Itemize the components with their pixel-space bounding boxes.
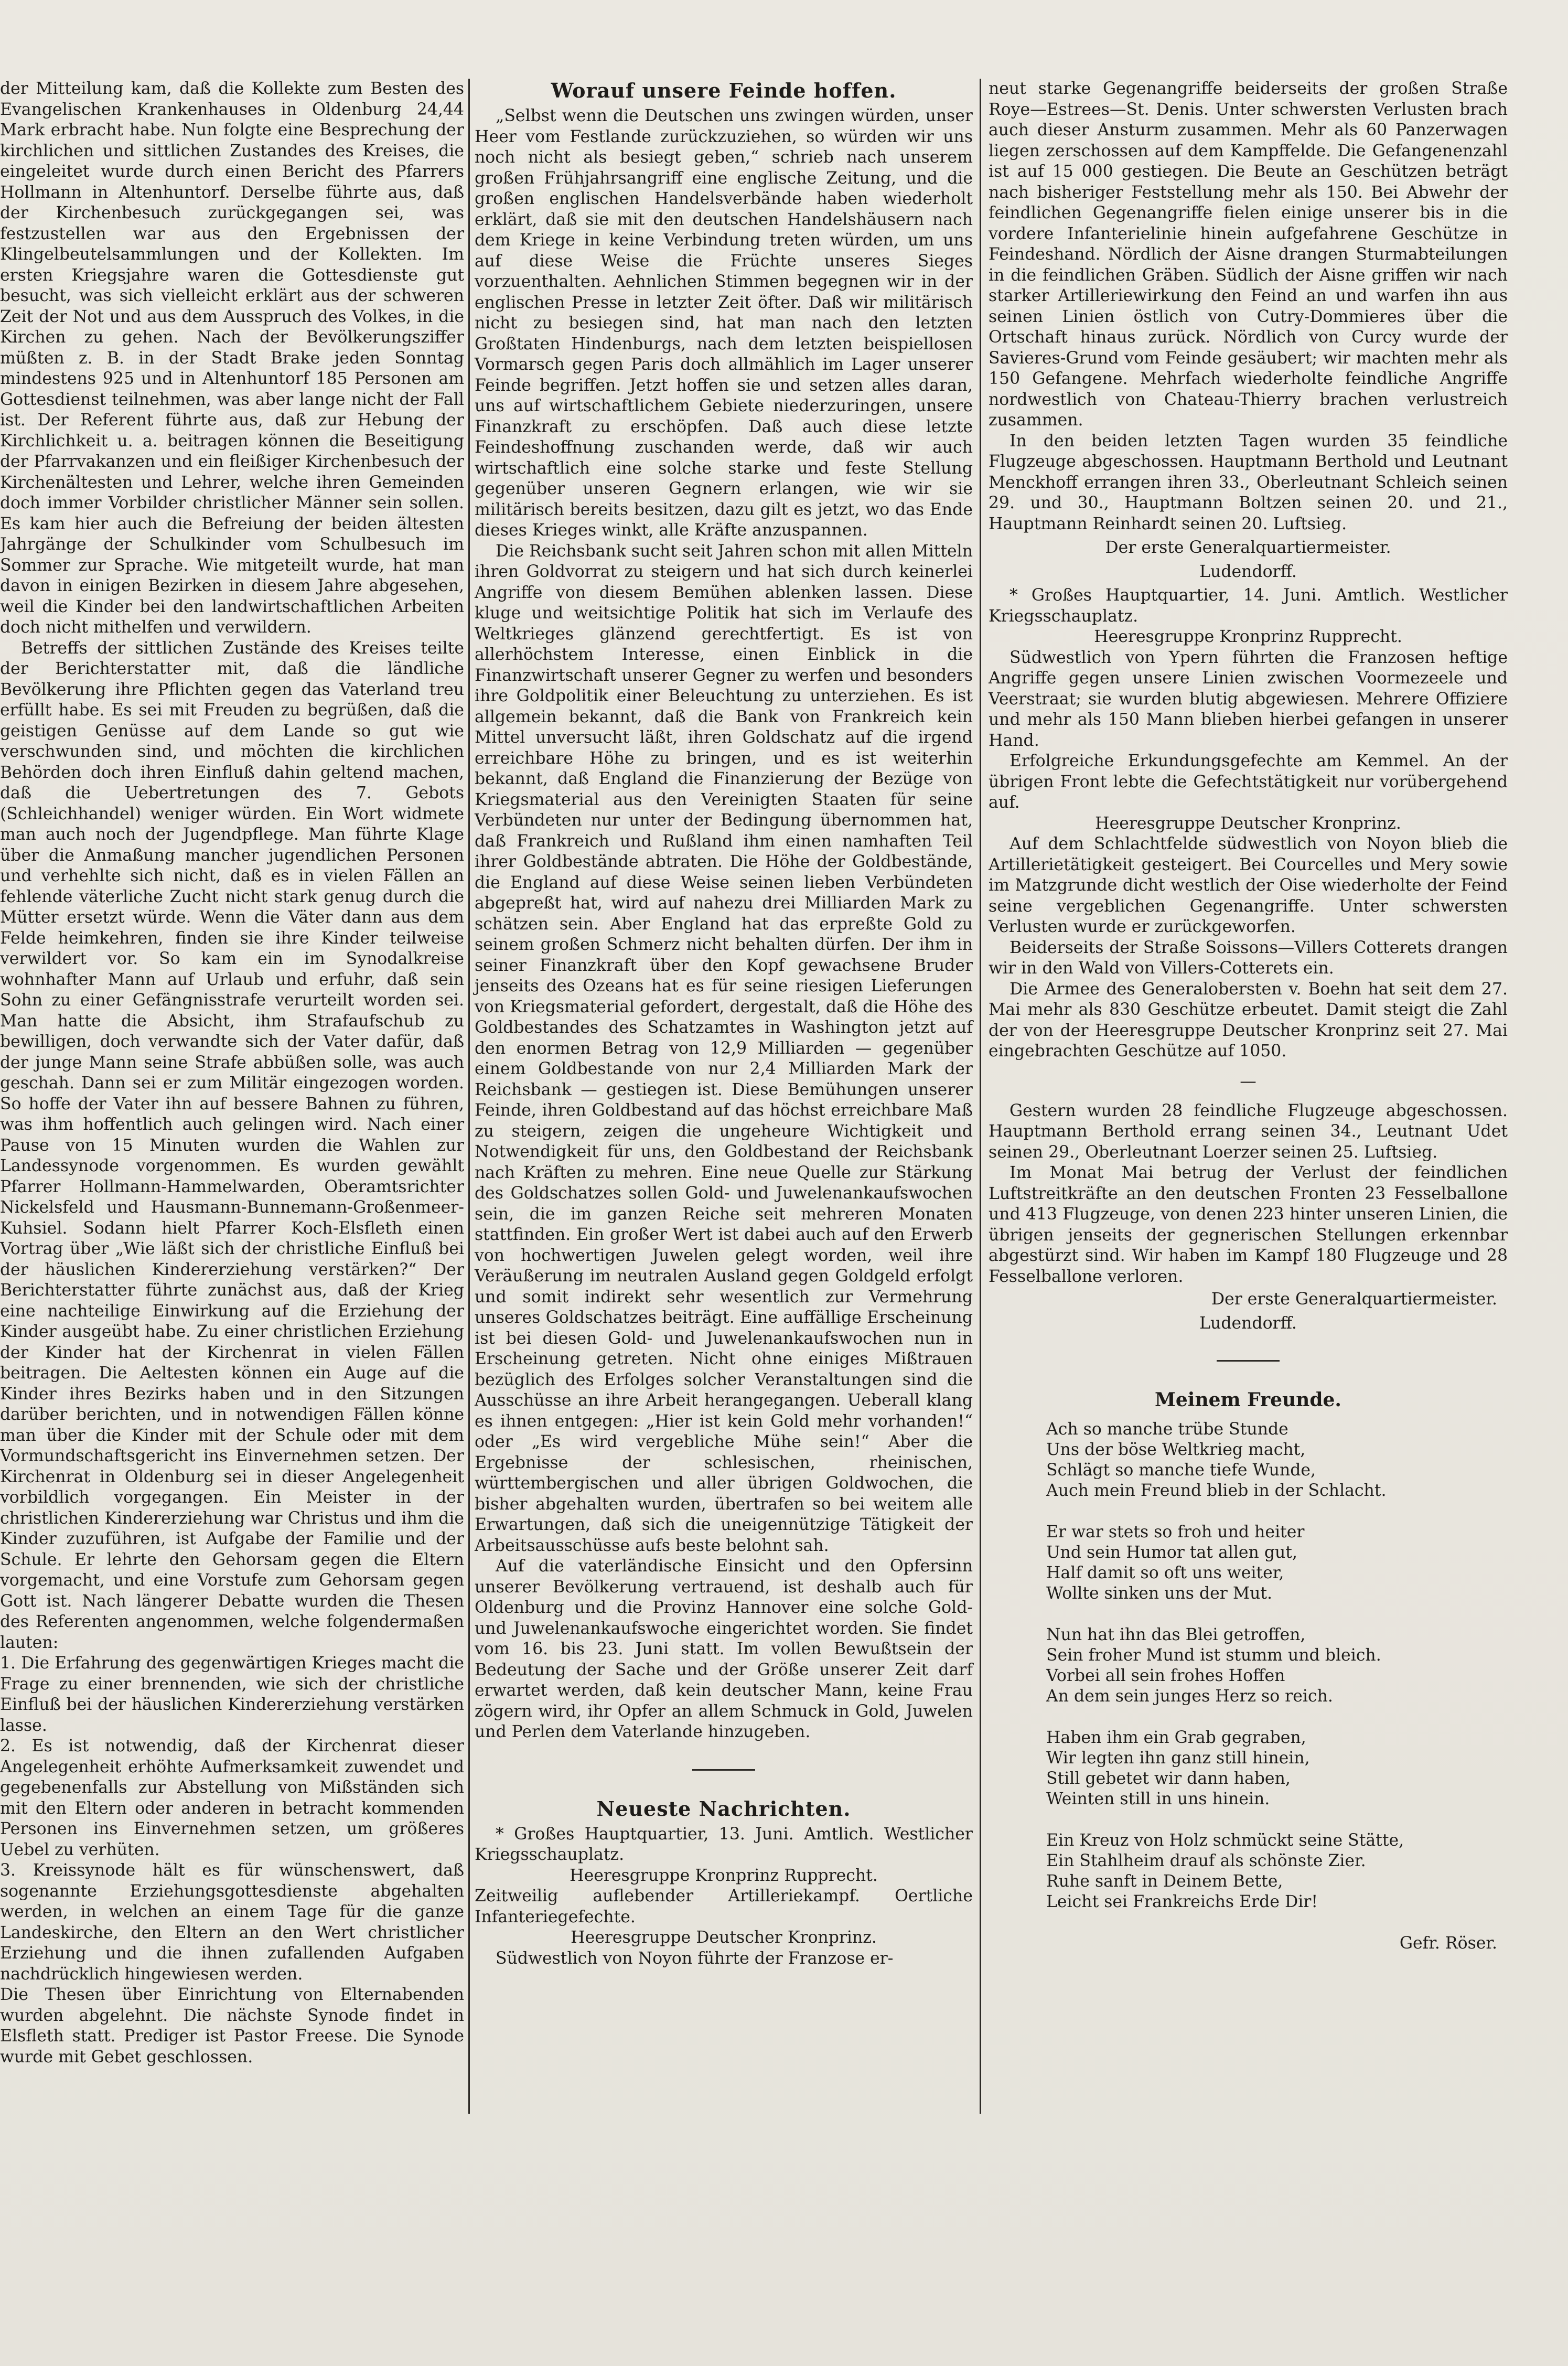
signature-title: Der erste Generalquartiermeister. — [1211, 1290, 1497, 1309]
poem-line: Uns der böse Weltkrieg macht, — [1046, 1440, 1306, 1459]
section-divider — [1217, 1360, 1280, 1362]
signature-name: Ludendorff. — [1199, 1313, 1297, 1333]
poem-line: Ein Kreuz von Holz schmückt seine Stätte, — [1046, 1831, 1404, 1850]
poem-line: Wir legten ihn ganz still hinein, — [1046, 1749, 1310, 1768]
poem-line: Nun hat ihn das Blei getroffen, — [1046, 1625, 1306, 1644]
signature-name: Ludendorff. — [1199, 562, 1297, 581]
poem-line: Ein Stahlheim drauf als schönste Zier. — [1046, 1851, 1366, 1870]
article-paragraph: „Selbst wenn die Deutschen uns zwingen würden, unser Heer vom Festlande zurückzuziehen, so würden wir uns noch nicht als besiegt geben,“ schrieb nach unserem großen Frühjahrsangriff eine englische Zeitung, und die großen englischen Handelsverbände haben wiederholt erklärt, daß sie mit den deutschen Handelshäusern nach dem Kriege in keine Verbindung treten würden, um uns auf diese Weise die Früchte unseres Sieges vorzuenthalten. Aehnlichen Stimmen begegnen wir in der englischen Presse in letzter Zeit öfter. Daß wir militärisch nicht zu besiegen sind, hat man nach den letzten Großtaten Hindenburgs, nach dem letzten beispiellosen Vormarsch gegen Paris doch allmählich im Lager unserer Feinde begriffen. Jetzt hoffen sie und setzen alles daran, uns auf wirtschaftlichem Gebiete niederzuringen, unsere Finanzkraft zu erschöpfen. Daß auch diese letzte Feindeshoffnung zuschanden werde, daß wir auch wirtschaftlich eine solche starke und feste Stellung gegenüber unseren Gegnern erlangen, wie wir sie militärisch bereits besitzen, dazu gilt es jetzt, wo das Ende dieses Krieges winkt, alle Kräfte anzuspannen. — [475, 106, 973, 540]
article-paragraph: Die Thesen über Einrichtung von Elternabenden wurden abgelehnt. Die nächste Synode findet in Elsfleth statt. Prediger ist Pastor Freese. Die Synode wurde mit Gebet geschlossen. — [0, 1985, 464, 2067]
army-group-label: Heeresgruppe Deutscher Kronprinz. — [1095, 813, 1401, 833]
thesis-paragraph: 1. Die Erfahrung des gegenwärtigen Krieges macht die Frage zu einer brennenden, wie sich der christliche Einfluß bei der häuslichen Kindererziehung verstärken lasse. — [0, 1654, 464, 1735]
column-synod-report — [0, 79, 464, 2068]
poem-line: Vorbei all sein frohes Hoffen — [1046, 1666, 1285, 1685]
news-line: Südwestlich von Noyon führte der Franzose er- — [496, 1949, 894, 1968]
poem-line: Ach so manche trübe Stunde — [1046, 1420, 1288, 1439]
column-war-report — [989, 79, 1508, 1954]
article-paragraph: der Mitteilung kam, daß die Kollekte zum Besten des Evangelischen Krankenhauses in Oldenburg 24,44 Mark erbracht habe. Nun folgte eine Besprechung der kirchlichen und sittlichen Zustandes des Kreises, die eingeleitet wurde durch einen Bericht des Pfarrers Hollmann in Altenhuntorf. Derselbe führte aus, daß der Kirchenbesuch zurückgegangen sei, was festzustellen war aus den Ergebnissen der Klingelbeutelsammlungen und der Kollekten. Im ersten Kriegsjahre waren die Gottesdienste gut besucht, was sich vielleicht erklärt aus der schweren Zeit der Not und aus dem Ausspruch des Volkes, in die Kirchen zu gehen. Nach der Bevölkerungsziffer müßten z. B. in der Stadt Brake jeden Sonntag mindestens 925 und in Altenhuntorf 185 Personen am Gottesdienst teilnehmen, was aber lange nicht der Fall ist. Der Referent führte aus, daß zur Hebung der Kirchlichkeit u. a. beitragen können die Beseitigung der Pfarrvakanzen und ein fleißiger Kirchenbesuch der Kirchenältesten und Lehrer, welche ihren Gemeinden doch immer Vorbilder christlicher Männer sein sollen. Es kam hier auch die Befreiung der beiden ältesten Jahrgänge der Schulkinder vom Schulbesuch im Sommer zur Sprache. Wie mitgeteilt wurde, hat man davon in einigen Bezirken in diesem Jahre abgesehen, weil die Kinder bei den landwirtschaftlichen Arbeiten doch nicht mithelfen und verwildern. — [0, 79, 464, 637]
poem-line: Half damit so oft uns weiter, — [1046, 1564, 1284, 1582]
report-paragraph: neut starke Gegenangriffe beiderseits der großen Straße Roye—Estrees—St. Denis. Unter schwersten Verlusten brach auch dieser Ansturm zusammen. Mehr als 60 Panzerwagen liegen zerschossen auf dem Kampffelde. Die Gefangenenzahl ist auf 15 000 gestiegen. Die Beute an Geschützen beträgt nach bisheriger Feststellung mehr als 150. Bei Abwehr der feindlichen Gegenangriffe fielen einige unserer bis in die vordere Infanterielinie hinein aufgefahrene Geschütze in Feindeshand. Nördlich der Aisne drangen Sturmabteilungen in die feindlichen Gräben. Südlich der Aisne griffen wir nach starker Artilleriewirkung den Feind an und warfen ihn aus seinen Linien östlich von Cutry-Dommieres über die Ortschaft hinaus zurück. Nördlich von Curcy wurde der Savieres-Grund vom Feinde gesäubert; wir machten mehr als 150 Gefangene. Mehrfach wiederholte feindliche Angriffe nordwestlich von Chateau-Thierry brachen verlustreich zusammen. — [989, 79, 1508, 430]
poem-line: Wollte sinken uns der Mut. — [1046, 1584, 1273, 1603]
news-heading: Neueste Nachrichten. — [596, 1796, 851, 1821]
section-divider — [692, 1769, 755, 1771]
poem-line: Still gebetet wir dann haben, — [1046, 1769, 1291, 1788]
poem-stanza — [1046, 1522, 1508, 1604]
report-paragraph: Beiderseits der Straße Soissons—Villers Cotterets drangen wir in den Wald von Villers-Cotterets ein. — [989, 938, 1508, 978]
report-paragraph: Südwestlich von Ypern führten die Franzosen heftige Angriffe gegen unsere Linien zwischen Voormezeele und Veerstraat; sie wurden blutig abgewiesen. Mehrere Offiziere und mehr als 150 Mann blieben hierbei gefangen in unserer Hand. — [989, 648, 1508, 750]
report-paragraph: Gestern wurden 28 feindliche Flugzeuge abgeschossen. Hauptmann Berthold errang seinen 34., Leutnant Udet seinen 29., Oberleutnant Loerzer seinen 25. Luftsieg. — [989, 1101, 1508, 1162]
dash-separator: — — [1240, 1072, 1256, 1091]
report-paragraph: Im Monat Mai betrug der Verlust der feindlichen Luftstreitkräfte an den deutschen Fronten 23 Fesselballone und 413 Flugzeuge, von denen 223 hinter unseren Linien, die übrigen jenseits der gegnerischen Stellungen erkennbar abgestürzt sind. Wir haben im Kampf 180 Flugzeuge und 28 Fesselballone verloren. — [989, 1163, 1508, 1286]
poem-line: Schlägt so manche tiefe Wunde, — [1046, 1461, 1316, 1480]
news-line: Zeitweilig auflebender Artilleriekampf. Oertliche Infanteriegefechte. — [475, 1887, 973, 1926]
poem-stanza — [1046, 1728, 1508, 1810]
article-title: Worauf unsere Feinde hoffen. — [551, 79, 897, 102]
report-paragraph: Die Armee des Generalobersten v. Boehn hat seit dem 27. Mai mehr als 830 Geschütze erbeutet. Damit steigt die Zahl der von der Heeresgruppe Deutscher Kronprinz seit 27. Mai eingebrachten Geschütze auf 1050. — [989, 979, 1508, 1061]
poem-stanza — [1046, 1625, 1508, 1707]
news-line: * Großes Hauptquartier, 14. Juni. Amtlich. Westlicher Kriegsschauplatz. — [989, 586, 1508, 626]
poem-line: Leicht sei Frankreichs Erde Dir! — [1046, 1892, 1318, 1911]
signature-title: Der erste Generalquartiermeister. — [1105, 538, 1391, 557]
poem-line: An dem sein junges Herz so reich. — [1046, 1687, 1333, 1706]
poem-line: Sein froher Mund ist stumm und bleich. — [1046, 1646, 1381, 1665]
article-paragraph: Auf die vaterländische Einsicht und den Opfersinn unserer Bevölkerung vertrauend, ist deshalb auch für Oldenburg und die Provinz Hannover eine solche Gold- und Juwelenankaufswoche eingerichtet worden. Sie findet vom 16. bis 23. Juni statt. Im vollen Bewußtsein der Bedeutung der Sache und der Größe unserer Zeit darf erwartet werden, daß kein deutscher Mann, keine Frau zögern wird, ihr Opfer an allem Schmuck in Gold, Juwelen und Perlen dem Vaterlande hinzugeben. — [475, 1557, 973, 1741]
poem-line: Ruhe sanft in Deinem Bette, — [1046, 1872, 1283, 1891]
column-enemy-hopes — [475, 79, 973, 1969]
army-group-label: Heeresgruppe Kronprinz Rupprecht. — [570, 1866, 878, 1885]
poem-title: Meinem Freunde. — [1155, 1389, 1341, 1411]
poem-line: Auch mein Freund blieb in der Schlacht. — [1046, 1481, 1387, 1500]
poem-line: Weinten still in uns hinein. — [1046, 1790, 1270, 1808]
thesis-paragraph: 3. Kreissynode hält es für wünschenswert, daß sogenannte Erziehungsgottesdienste abgehalten werden, in welchen an einem Tage für die ganze Landeskirche, den Eltern an den Wert christlicher Erziehung und die ihnen zufallenden Aufgaben nachdrücklich hingewiesen werden. — [0, 1861, 464, 1984]
poem-author: Gefr. Röser. — [1399, 1934, 1497, 1953]
report-paragraph: Erfolgreiche Erkundungsgefechte am Kemmel. An der übrigen Front lebte die Gefechtstätigkeit nur vorübergehend auf. — [989, 752, 1508, 812]
report-paragraph: Auf dem Schlachtfelde südwestlich von Noyon blieb die Artillerietätigkeit gesteigert. Bei Courcelles und Mery sowie im Matzgrunde dicht westlich der Oise wiederholte der Feind seine vergeblichen Gegenangriffe. Unter schwersten Verlusten wurde er zurückgeworfen. — [989, 834, 1508, 936]
article-paragraph: Betreffs der sittlichen Zustände des Kreises teilte der Berichterstatter mit, daß die ländliche Bevölkerung ihre Pflichten gegen das Vaterland treu erfüllt habe. Es sei mit Freuden zu begrüßen, daß die geistigen Genüsse auf dem Lande so gut wie verschwunden sind, und möchten die kirchlichen Behörden doch ihren Einfluß dahin geltend machen, daß die Uebertretungen des 7. Gebots (Schleichhandel) weniger würden. Ein Wort widmete man auch noch der Jugendpflege. Man führte Klage über die Anmaßung mancher jugendlichen Personen und verhehlte sich nicht, daß es in vielen Fällen an fehlende väterliche Zucht nicht stark genug durch die Mütter ersetzt würde. Wenn die Väter dann aus dem Felde heimkehren, finden sie ihre Kinder teilweise verwildert vor. So kam ein im Synodalkreise wohnhafter Mann auf Urlaub und erfuhr, daß sein Sohn zu einer Gefängnisstrafe verurteilt worden sei. Man hatte die Absicht, ihm Strafaufschub zu bewilligen, doch verwandte sich der Vater dafür, daß der junge Mann seine Strafe abbüßen solle, was auch geschah. Dann sei er zum Militär eingezogen worden. So hoffe der Vater ihn auf bessere Bahnen zu führen, was ihm hoffentlich auch gelingen wird. Nach einer Pause von 15 Minuten wurden die Wahlen zur Landessynode vorgenommen. Es wurden gewählt Pfarrer Hollmann-Hammelwarden, Oberamtsrichter Nickelsfeld und Hausmann-Bunnemann-Großenmeer-Kuhsiel. Sodann hielt Pfarrer Koch-Elsfleth einen Vortrag über „Wie läßt sich der christliche Einfluß bei der häuslichen Kindererziehung verstärken?“ Der Berichterstatter führte zunächst aus, daß der Krieg eine nachteilige Einwirkung auf die Erziehung der Kinder ausgeübt habe. Zu einer christlichen Erziehung der Kinder hat der Kirchenrat in vielen Fällen beitragen. Die Aeltesten können ein Auge auf die Kinder ihres Bezirks haben und in den Sitzungen darüber berichten, und in notwendigen Fällen könne man über die Kinder mit der Schule oder mit dem Vormundschaftsgericht ins Einvernehmen setzen. Der Kirchenrat in Oldenburg sei in dieser Angelegenheit vorbildlich vorgegangen. Ein Meister in der christlichen Kindererziehung war Christus und ihm die Kinder zuzuführen, ist Aufgabe der Familie und der Schule. Er lehrte den Gehorsam gegen die Eltern vorgemacht, und eine Vorstufe zum Gehorsam gegen Gott ist. Nach längerer Debatte wurden die Thesen des Referenten angenommen, welche folgendermaßen lauten: — [0, 638, 464, 1652]
article-paragraph: Die Reichsbank sucht seit Jahren schon mit allen Mitteln ihren Goldvorrat zu steigern und hat sich durch keinerlei Angriffe von diesem Bemühen ablenken lassen. Diese kluge und weitsichtige Politik hat sich im Verlaufe des Weltkrieges glänzend gerechtfertigt. Es ist von allerhöchstem Interesse, einen Einblick in die Finanzwirtschaft unserer Gegner zu werfen und besonders ihre Goldpolitik einer Beleuchtung zu unterziehen. Es ist allgemein bekannt, daß die Bank von Frankreich kein Mittel unversucht läßt, ihren Goldschatz auf die irgend erreichbare Höhe zu bringen, und es ist weiterhin bekannt, daß England die Finanzierung der Bezüge von Kriegsmaterial aus den Vereinigten Staaten für seine Verbündeten nur unter der Bedingung übernommen hat, daß Frankreich und Rußland ihm einen namhaften Teil ihrer Goldbestände abtraten. Die Höhe der Goldbestände, die England auf diese Weise seinen lieben Verbündeten abgepreßt hat, wird auf nahezu drei Milliarden Mark zu schätzen sein. Aber England hat das erpreßte Gold zu seinem großen Schmerz nicht behalten dürfen. Der ihm in seiner Finanzkraft über den Kopf gewachsene Bruder jenseits des Ozeans hat es für seine riesigen Lieferungen von Kriegsmaterial gefordert, dergestalt, daß die Höhe des Goldbestandes des Schatzamtes in Washington jetzt auf den enormen Betrag von 12,9 Milliarden — gegenüber einem Goldbestande von nur 2,4 Milliarden Mark der Reichsbank — gestiegen ist. Diese Bemühungen unserer Feinde, ihren Goldbestand auf das höchst erreichbare Maß zu steigern, zeigen die ungeheure Wichtigkeit und Notwendigkeit für uns, den Goldbestand der Reichsbank nach Kräften zu mehren. Eine neue Quelle zur Stärkung des Goldschatzes sollen Gold- und Juwelenankaufswochen sein, die im ganzen Reiche seit mehreren Monaten stattfinden. Ein großer Wert ist dabei auch auf den Erwerb von hochwertigen Juwelen gelegt worden, weil ihre Veräußerung im neutralen Ausland gegen Goldgeld erfolgt und somit indirekt sehr wesentlich zur Vermehrung unseres Goldschatzes beiträgt. Eine auffällige Erscheinung ist bei diesen Gold- und Juwelenankaufswochen nun in Erscheinung getreten. Nicht ohne einiges Mißtrauen bezüglich des Erfolges solcher Veranstaltungen sind die Ausschüsse an ihre Arbeit herangegangen. Ueberall klang es ihnen entgegen: „Hier ist kein Gold mehr vorhanden!“ oder „Es wird vergebliche Mühe sein!“ Aber die Ergebnisse der schlesischen, rheinischen, württembergischen und aller übrigen Goldwochen, die bisher abgehalten wurden, übertrafen so bei weitem alle Erwartungen, daß sich die uneigennützige Tätigkeit der Arbeitsausschüsse aufs beste belohnt sah. — [475, 541, 973, 1555]
poem-line: Er war stets so froh und heiter — [1046, 1523, 1305, 1541]
report-paragraph: In den beiden letzten Tagen wurden 35 feindliche Flugzeuge abgeschossen. Hauptmann Berthold und Leutnant Menckhoff errangen ihren 33., Oberleutnant Schleich seinen 29. und 30., Hauptmann Boltzen seinen 20. und 21., Hauptmann Reinhardt seinen 20. Luftsieg. — [989, 431, 1508, 533]
poem-stanza — [1046, 1830, 1508, 1912]
poem-line: Und sein Humor tat allen gut, — [1046, 1543, 1297, 1562]
army-group-label: Heeresgruppe Deutscher Kronprinz. — [571, 1928, 877, 1947]
army-group-label: Heeresgruppe Kronprinz Rupprecht. — [1094, 627, 1402, 646]
thesis-paragraph: 2. Es ist notwendig, daß der Kirchenrat dieser Angelegenheit erhöhte Aufmerksamkeit zuwendet und gegebenenfalls zur Abstellung von Mißständen sich mit den Eltern oder anderen in betracht kommenden Personen ins Einvernehmen setzen, um größeres Uebel zu verhüten. — [0, 1737, 464, 1859]
column-rule — [980, 79, 981, 2114]
news-line: * Großes Hauptquartier, 13. Juni. Amtlich. Westlicher Kriegsschauplatz. — [475, 1824, 973, 1864]
poem-line: Haben ihm ein Grab gegraben, — [1046, 1728, 1306, 1747]
column-rule — [468, 79, 470, 2114]
poem-stanza — [1046, 1419, 1508, 1501]
